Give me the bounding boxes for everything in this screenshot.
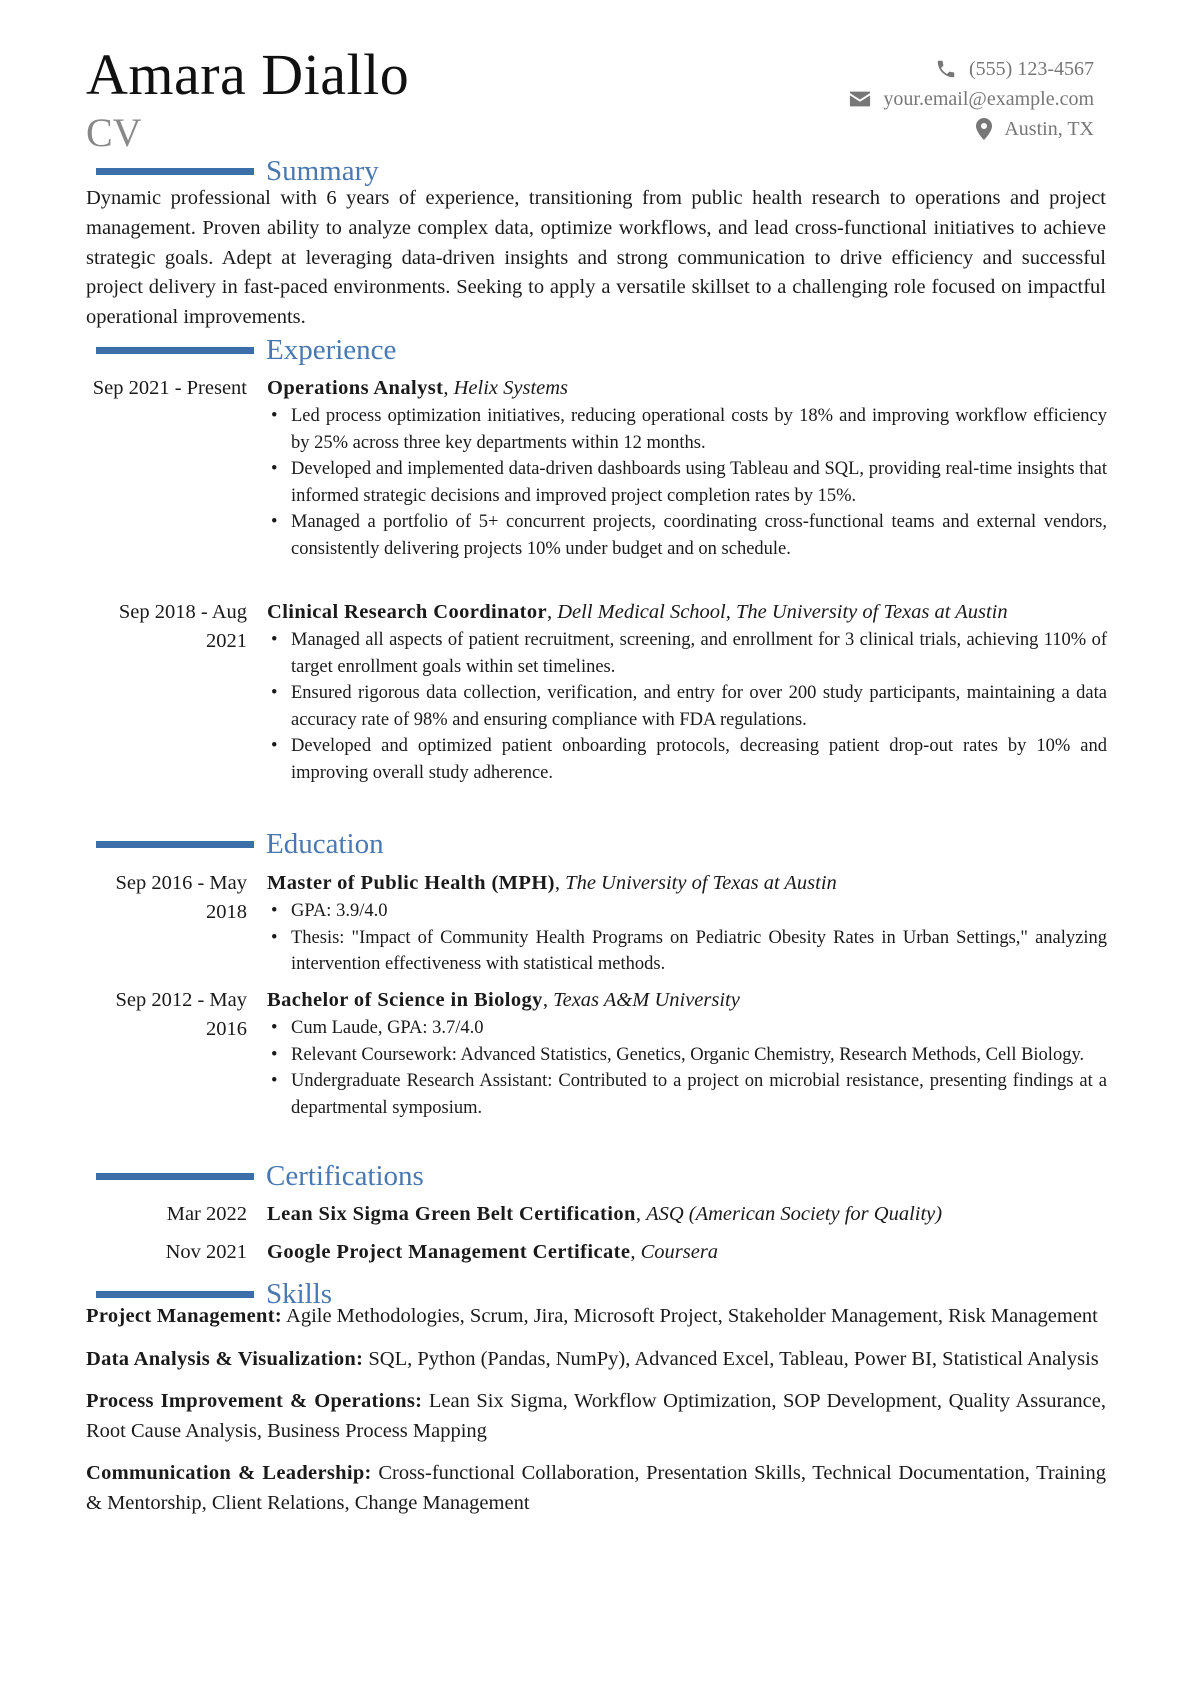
map-pin-icon	[976, 118, 992, 140]
skill-group	[86, 1459, 1106, 1518]
entry-heading: Bachelor of Science in Biology, Texas A&M University	[267, 989, 740, 1011]
bullet-item: • Managed a portfolio of 5+ concurrent projects, coordinating cross-functional teams and external vendors, consistently delivering projects 10% under budget and on schedule.	[267, 509, 1107, 562]
skill-group-label: Communication & Leadership:	[86, 1462, 372, 1484]
candidate-name: Amara Diallo	[86, 42, 410, 107]
certification-name: Google Project Management Certificate	[267, 1241, 631, 1263]
bullet-item: • Undergraduate Research Assistant: Contributed to a project on microbial resistance, presenting findings at a departmental symposium.	[267, 1068, 1107, 1121]
certification-entry	[86, 1200, 1106, 1230]
bullet-item: • Developed and implemented data-driven dashboards using Tableau and SQL, providing real-time insights that informed strategic decisions and improved project completion rates by 15%.	[267, 456, 1107, 509]
entry-organization: Dell Medical School, The University of Texas at Austin	[557, 601, 1008, 623]
experience-heading	[96, 333, 396, 367]
entry-date: Mar 2022	[166, 1203, 247, 1225]
entry-organization: Helix Systems	[453, 377, 569, 399]
skill-group-items: Lean Six Sigma, Workflow Optimization, SOP Development, Quality Assurance, Root Cause Analysis, Business Process Mapping	[86, 1390, 1106, 1442]
entry-date: Sep 2021 - Present	[92, 377, 247, 399]
skill-group-label: Process Improvement & Operations:	[86, 1390, 423, 1412]
section-title: Skills	[266, 1278, 333, 1310]
entry-date: Sep 2012 - May 2016	[115, 989, 247, 1040]
skill-group-label: Data Analysis & Visualization:	[86, 1347, 364, 1370]
entry-date: Sep 2018 - Aug 2021	[118, 601, 247, 652]
entry-date: Nov 2021	[165, 1241, 247, 1263]
skills-list	[86, 1302, 1106, 1531]
summary-text: Dynamic professional with 6 years of experience, transitioning from public health research to operations and project management. Proven ability to analyze complex data, optimize workflows, and lead cross-functional initiatives to achieve strategic goals. Adept at leveraging data-driven insights and strong communication to drive efficiency and successful project delivery in fast-paced environments. Seeking to apply a versatile skillset to a challenging role focused on impactful operational improvements.	[86, 187, 1106, 329]
phone-number: (555) 123-4567	[969, 58, 1094, 80]
entry-degree: Master of Public Health (MPH)	[267, 872, 555, 894]
location-text: Austin, TX	[1004, 118, 1094, 140]
bullet-item: • Managed all aspects of patient recruitment, screening, and enrollment for 3 clinical trials, achieving 110% of target enrollment goals within set timelines.	[267, 627, 1107, 680]
certification-name: Lean Six Sigma Green Belt Certification	[267, 1203, 636, 1225]
education-heading	[96, 827, 384, 861]
bullet-item: • Cum Laude, GPA: 3.7/4.0	[267, 1015, 1107, 1042]
entry-date: Sep 2016 - May 2018	[115, 872, 247, 923]
skill-group-items: Cross-functional Collaboration, Presentation Skills, Technical Documentation, Training & Mentorship, Client Relations, Change Management	[86, 1462, 1106, 1514]
certifications-heading	[96, 1159, 424, 1193]
skill-group	[86, 1302, 1106, 1332]
entry-heading: Lean Six Sigma Green Belt Certification, ASQ (American Society for Quality)	[267, 1203, 943, 1225]
skill-group	[86, 1387, 1106, 1446]
document-subtitle: CV	[86, 110, 142, 155]
entry-heading: Google Project Management Certificate, Coursera	[267, 1241, 719, 1263]
summary-heading	[96, 154, 379, 188]
section-title: Summary	[266, 155, 379, 187]
bullet-item: • GPA: 3.9/4.0	[267, 898, 1107, 925]
skill-group-items: Agile Methodologies, Scrum, Jira, Microsoft Project, Stakeholder Management, Risk Management	[286, 1305, 1098, 1327]
email-row	[849, 84, 1094, 114]
entry-school: The University of Texas at Austin	[565, 872, 837, 894]
bullet-item: • Developed and optimized patient onboarding protocols, decreasing patient drop-out rates by 10% and improving overall study adherence.	[267, 733, 1107, 786]
entry-role: Clinical Research Coordinator	[267, 601, 547, 623]
envelope-icon	[849, 90, 871, 108]
bullet-item: • Thesis: "Impact of Community Health Programs on Pediatric Obesity Rates in Urban Settings," analyzing intervention effectiveness with statistical methods.	[267, 925, 1107, 978]
section-title: Experience	[266, 334, 397, 366]
section-rule	[96, 168, 254, 175]
phone-row	[849, 54, 1094, 84]
contact-info	[849, 54, 1094, 144]
certification-issuer: ASQ (American Society for Quality)	[646, 1203, 943, 1225]
entry-bullets	[267, 403, 1107, 562]
entry-bullets	[267, 898, 1107, 978]
phone-icon	[935, 58, 957, 80]
entry-heading: Master of Public Health (MPH), The University of Texas at Austin	[267, 872, 837, 894]
entry-school: Texas A&M University	[553, 989, 740, 1011]
bullet-item: • Ensured rigorous data collection, verification, and entry for over 200 study participants, maintaining a data accuracy rate of 98% and ensuring compliance with FDA regulations.	[267, 680, 1107, 733]
entry-heading: Clinical Research Coordinator, Dell Medical School, The University of Texas at Austin	[267, 601, 1008, 623]
skill-group-items: SQL, Python (Pandas, NumPy), Advanced Excel, Tableau, Power BI, Statistical Analysis	[368, 1347, 1099, 1370]
certification-issuer: Coursera	[640, 1241, 719, 1263]
entry-bullets	[267, 1015, 1107, 1121]
section-rule	[96, 1173, 254, 1180]
location-row	[849, 114, 1094, 144]
bullet-item: • Led process optimization initiatives, reducing operational costs by 18% and improving workflow efficiency by 25% across three key departments within 12 months.	[267, 403, 1107, 456]
section-rule	[96, 841, 254, 848]
certification-entry	[86, 1238, 1106, 1268]
entry-role: Operations Analyst	[267, 377, 444, 399]
entry-bullets	[267, 627, 1107, 786]
email-address[interactable]: your.email@example.com	[883, 88, 1094, 110]
section-title: Certifications	[266, 1160, 424, 1192]
skill-group	[86, 1345, 1106, 1375]
entry-degree: Bachelor of Science in Biology	[267, 989, 543, 1011]
section-rule	[96, 1291, 254, 1298]
skill-group-label: Project Management:	[86, 1305, 283, 1327]
section-rule	[96, 347, 254, 354]
entry-heading: Operations Analyst, Helix Systems	[267, 377, 569, 399]
section-title: Education	[266, 828, 384, 860]
bullet-item: • Relevant Coursework: Advanced Statistics, Genetics, Organic Chemistry, Research Methods, Cell Biology.	[267, 1042, 1107, 1069]
